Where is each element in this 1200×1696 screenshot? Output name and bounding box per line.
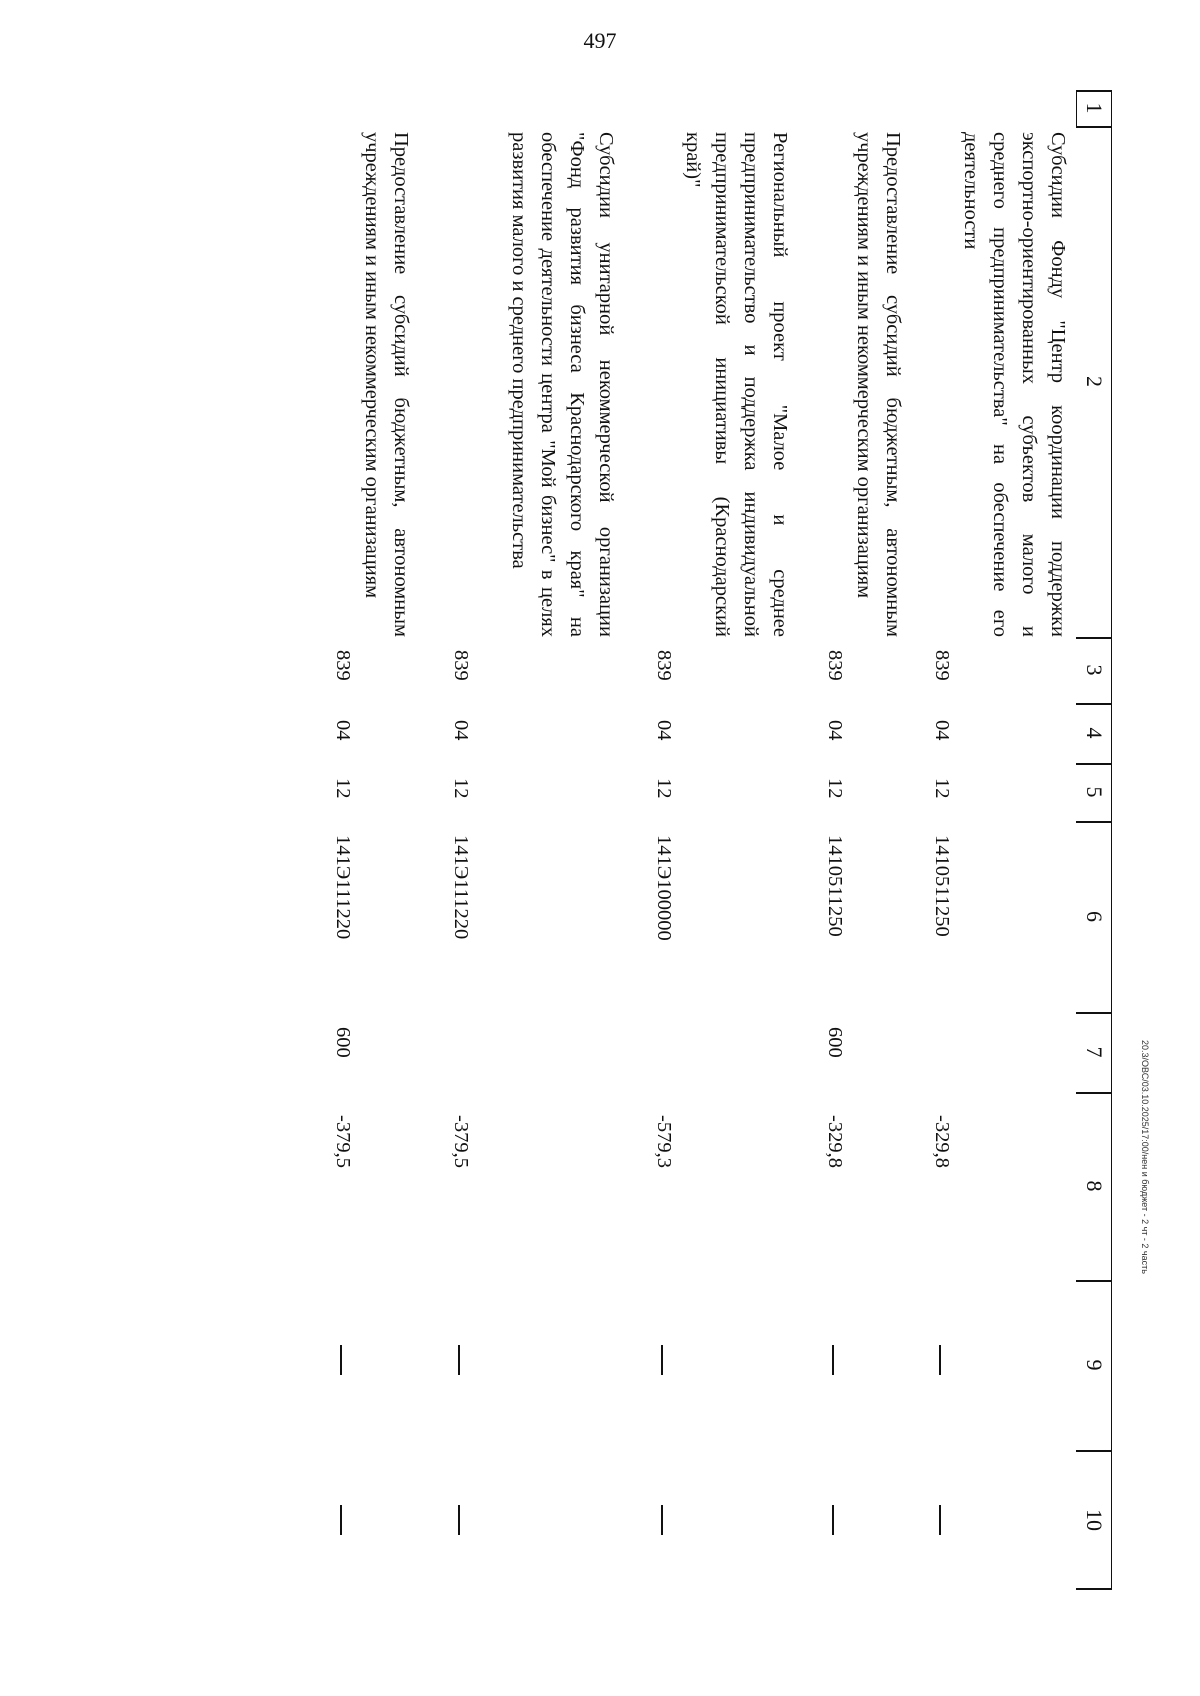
cell-dash-10 — [341, 1505, 343, 1535]
footer-note: 20.3/ОВС/03.10.2025/17:00/нен и бюджет - 2 чт - 2 часть — [1140, 1040, 1150, 1274]
cell-code-4: 04 — [332, 720, 354, 741]
table-row — [440, 90, 620, 1590]
cell-dash-10 — [940, 1505, 942, 1535]
cell-code-7: 600 — [332, 1027, 354, 1058]
header-col-4: 4 — [1076, 703, 1112, 763]
header-col-6: 6 — [1076, 821, 1112, 1012]
cell-code-5: 12 — [824, 778, 846, 799]
cell-code-5: 12 — [653, 778, 675, 799]
cell-code-3: 839 — [450, 650, 472, 681]
page-number: 497 — [583, 28, 617, 53]
cell-code-3: 839 — [824, 650, 846, 681]
table-row — [325, 90, 415, 1590]
cell-amount-8: -379,5 — [332, 1115, 354, 1168]
row-description: Предоставление субсидий бюджетным, автономным учреждениям и иным некоммерческим организациям — [361, 132, 412, 637]
cell-code-4: 04 — [824, 720, 846, 741]
cell-amount-8: -329,8 — [824, 1115, 846, 1168]
cell-dash-9 — [662, 1345, 664, 1375]
cell-code-6: 141Э111220 — [450, 835, 472, 940]
cell-dash-10 — [662, 1505, 664, 1535]
row-description: Региональный проект "Малое и среднее предпринимательство и поддержка индивидуальной предпринимательской инициативы (Краснодарский край)" — [682, 132, 791, 637]
cell-dash-9 — [940, 1345, 942, 1375]
cell-amount-8: -329,8 — [931, 1115, 953, 1168]
header-col-10: 10 — [1076, 1450, 1112, 1590]
cell-code-3: 839 — [931, 650, 953, 681]
row-description: Субсидии Фонду "Центр координации поддержки экспортно-ориентированных субъектов малого и среднего предпринимательства" на обеспечение его деятельности — [960, 132, 1069, 637]
cell-code-4: 04 — [931, 720, 953, 741]
cell-code-6: 1410511250 — [824, 835, 846, 937]
cell-code-3: 839 — [653, 650, 675, 681]
table-row — [927, 90, 1072, 1590]
cell-dash-10 — [833, 1505, 835, 1535]
cell-code-5: 12 — [450, 778, 472, 799]
header-col-8: 8 — [1076, 1092, 1112, 1280]
cell-code-6: 141Э111220 — [332, 835, 354, 940]
cell-dash-9 — [459, 1345, 461, 1375]
cell-amount-8: -379,5 — [450, 1115, 472, 1168]
table-row — [817, 90, 907, 1590]
table-header — [1076, 90, 1112, 1590]
cell-code-5: 12 — [332, 778, 354, 799]
header-col-2: 2 — [1076, 126, 1112, 637]
cell-code-5: 12 — [931, 778, 953, 799]
cell-dash-9 — [341, 1345, 343, 1375]
cell-dash-9 — [833, 1345, 835, 1375]
cell-amount-8: -579,3 — [653, 1115, 675, 1168]
cell-dash-10 — [459, 1505, 461, 1535]
row-description: Предоставление субсидий бюджетным, автономным учреждениям и иным некоммерческим организациям — [853, 132, 904, 637]
cell-code-6: 1410511250 — [931, 835, 953, 937]
cell-code-3: 839 — [332, 650, 354, 681]
header-col-1: 1 — [1076, 90, 1112, 126]
header-col-5: 5 — [1076, 763, 1112, 821]
cell-code-4: 04 — [653, 720, 675, 741]
header-col-3: 3 — [1076, 637, 1112, 703]
cell-code-7: 600 — [824, 1027, 846, 1058]
cell-code-6: 141Э100000 — [653, 835, 675, 941]
cell-code-4: 04 — [450, 720, 472, 741]
row-description: Субсидии унитарной некоммерческой организации "Фонд развития бизнеса Краснодарского края" на обеспечение деятельности центра "Мой бизнес" в целях развития малого и среднего предпринимательства — [508, 132, 617, 637]
table-row — [644, 90, 794, 1590]
rotated-table — [172, 90, 1112, 1590]
header-col-7: 7 — [1076, 1012, 1112, 1092]
header-col-9: 9 — [1076, 1280, 1112, 1450]
